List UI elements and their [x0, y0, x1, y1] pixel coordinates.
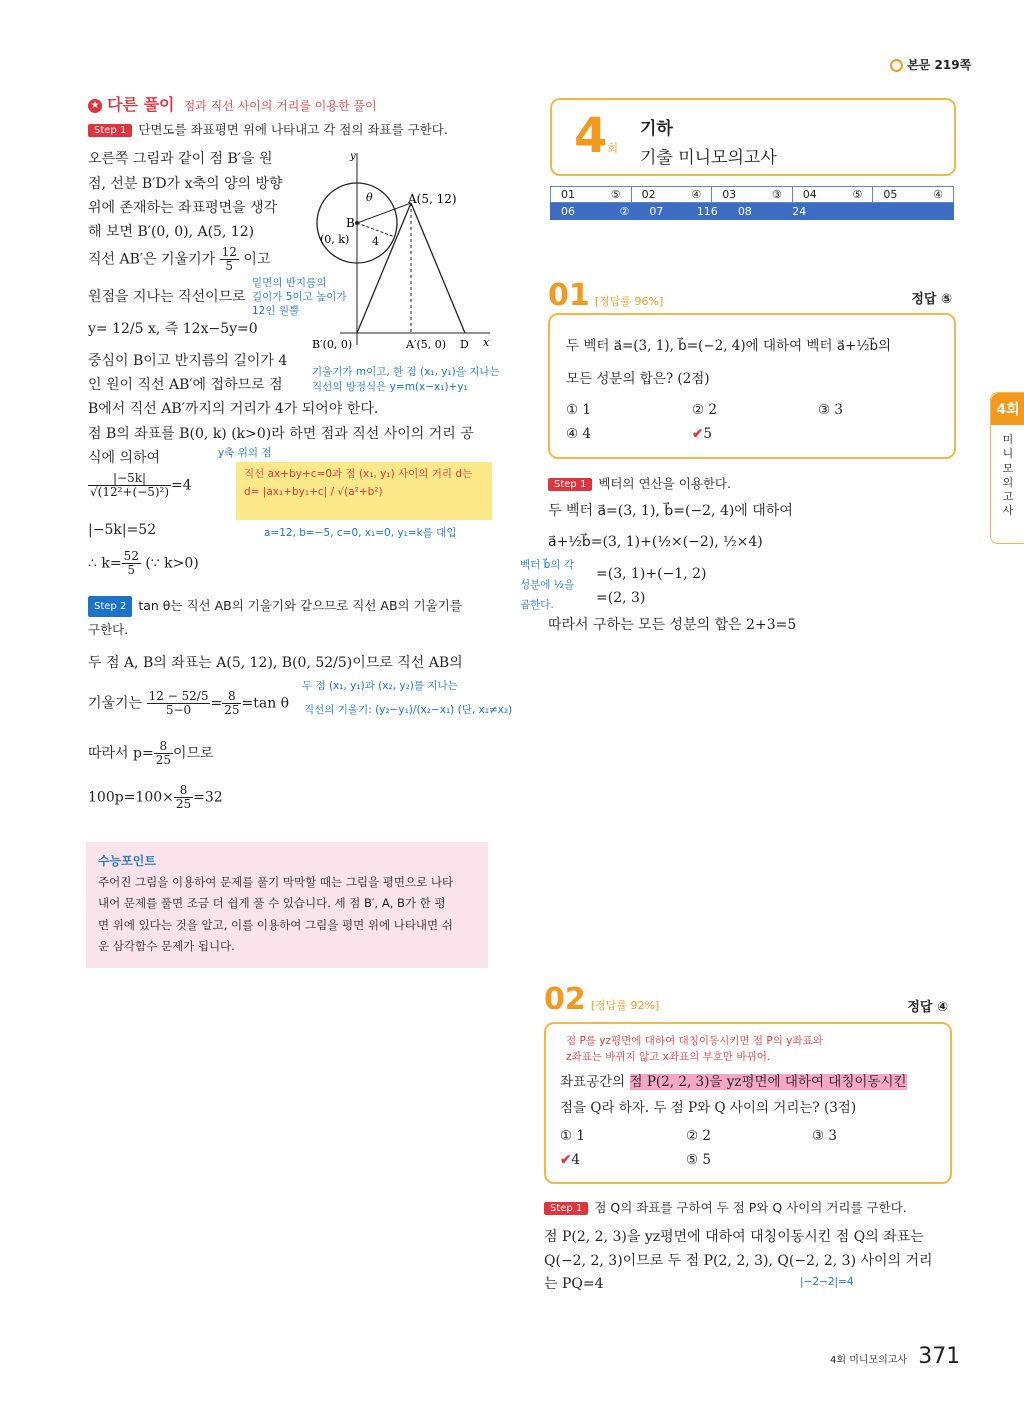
p01-s5: 따라서 구하는 모든 성분의 합은 2+3=5 [548, 617, 797, 633]
svg-text:B′(0, 0): B′(0, 0) [312, 338, 353, 351]
note-y-axis-point: y축 위의 점 [218, 447, 272, 459]
p01-s3: =(3, 1)+(−1, 2) [596, 566, 707, 582]
left-p3: 원점을 지나는 직선이므로 [88, 289, 246, 305]
left-p5-0: 중심이 B이고 반지름의 길이가 4 [88, 353, 288, 369]
orange-dot-icon [890, 59, 903, 72]
fraction: $\frac{12}{5}$ [221, 245, 237, 274]
svg-text:4: 4 [372, 235, 379, 248]
page-number: 371 [918, 1344, 961, 1369]
p01-question: 두 벡터 a⃗=(3, 1), b⃗=(−2, 4)에 대하여 벡터 a⃗+½b⃗의 [566, 338, 892, 354]
answer-row-2: 06 ② 07 116 08 24 [550, 203, 954, 220]
p02-hint: 점 P를 yz평면에 대하여 대칭이동시키면 점 P의 y좌표와 z좌표는 바뀌지 않고 x좌표의 부호만 바뀌어. [566, 1035, 823, 1063]
answer-table [550, 186, 954, 220]
check-mark-icon: ✔ [560, 1152, 572, 1168]
page-reference: 본문 219쪽 [890, 56, 971, 73]
line-ab-prime [357, 203, 411, 333]
p02-note: |−2−2|=4 [800, 1276, 854, 1288]
left-p4: y= 12/5 x, 즉 12x−5y=0 [88, 321, 258, 337]
q4: 100p=100× $\frac{8}{25}$ =32 [88, 783, 223, 812]
p02-choice-5[interactable]: ⑤ 5 [686, 1152, 711, 1168]
p01-s2: a⃗+½b⃗=(3, 1)+(½×(−2), ½×4) [548, 534, 763, 550]
p02-choice-3[interactable]: ③ 3 [812, 1128, 837, 1144]
left-p2: 직선 AB′은 기울기가 $\frac{12}{5}$ 이고 [88, 245, 271, 274]
star-icon: ★ [88, 99, 102, 113]
suneung-point-box: 수능포인트 주어진 그림을 이용하여 문제를 풀기 막막할 때는 그림을 평면으로 나타 내어 문제를 풀면 조금 더 쉽게 풀 수 있습니다. 세 점 B′, A, B가 한 평 면 위에 있다는 것을 알고, 이를 이용하여 그림을 평면 위에 나타내면 쉬 운 삼각함수 문제가 됩니다. [86, 842, 488, 968]
left-p1-2: 위에 존재하는 좌표평면을 생각 [88, 200, 278, 216]
svg-text:B: B [346, 216, 355, 230]
p02-choice-1[interactable]: ① 1 [560, 1128, 585, 1144]
svg-text:(0, k): (0, k) [320, 233, 350, 246]
line-ab [357, 203, 411, 223]
p01-step1: Step 1 벡터의 연산을 이용한다. [548, 474, 731, 492]
q3: 따라서 p= $\frac{8}{25}$ 이므로 [88, 739, 214, 768]
footer: 4회 미니모의고사 371 [830, 1344, 961, 1369]
p01-choice-2[interactable]: ② 2 [692, 402, 717, 418]
note-slope: 직선의 기울기: (y₂−y₁)/(x₂−x₁) (단, x₁≠x₂) [304, 704, 513, 716]
q2: 기울기는 $\frac{12 - 52/5}{5-0}$ = $\frac{8}{25}$ =tan θ [88, 689, 290, 718]
p02-step1: Step 1 점 Q의 좌표를 구하여 두 점 P와 Q 사이의 거리를 구한다. [544, 1198, 907, 1216]
cone-diagram [300, 145, 500, 355]
svg-text:D: D [460, 338, 469, 351]
left-step2: Step 2 tan θ는 직선 AB의 기울기와 같으므로 직선 AB의 기울기를 구한다. [88, 598, 462, 637]
problem-02-header: 02 [정답률 92%] 정답 ④ [544, 982, 948, 1017]
point-b [355, 221, 359, 225]
p01-note: 벡터 b⃗의 각 성분에 ½을 곱한다. [520, 559, 575, 611]
p02-question: 좌표공간의 점 P(2, 2, 3)을 yz평면에 대하여 대칭이동시킨 [560, 1074, 907, 1090]
p02-choice-2[interactable]: ② 2 [686, 1128, 711, 1144]
side-tab: 4회 미 니 모 의 고 사 [990, 392, 1024, 544]
line-ad [411, 203, 465, 333]
p01-choice-3[interactable]: ③ 3 [818, 402, 843, 418]
round-badge: 4회 [574, 108, 619, 164]
eq2: |−5k|=52 [88, 522, 157, 538]
left-p1-0: 오른쪽 그림과 같이 점 B′을 원 [88, 151, 273, 167]
answer-row-1: 01 ⑤ 02 ④ 03 ③ 04 ⑤ 05 ④ [550, 186, 954, 203]
eq3: ∴ k= $\frac{52}{5}$ (∵ k>0) [88, 549, 199, 578]
svg-text:y: y [350, 151, 356, 162]
p02-choice-4[interactable]: ✔4 [560, 1152, 580, 1168]
svg-text:A(5, 12): A(5, 12) [408, 192, 457, 206]
left-step1: Step 1 단면도를 좌표평면 위에 나타내고 각 점의 좌표를 구한다. [88, 120, 448, 138]
left-p5-1: 인 원이 직선 AB′에 접하므로 점 [88, 377, 283, 393]
p01-s1: 두 벡터 a⃗=(3, 1), b⃗=(−2, 4)에 대하여 [548, 503, 793, 519]
p01-choice-4[interactable]: ④ 4 [566, 426, 591, 442]
left-p1-1: 점, 선분 B′D가 x축의 양의 방향 [88, 176, 283, 192]
test-title: 기하 기출 미니모의고사 [640, 119, 777, 168]
p02-question-2: 점을 Q라 하자. 두 점 P와 Q 사이의 거리는? (3점) [560, 1100, 857, 1116]
svg-text:x: x [483, 336, 490, 349]
svg-text:A′(5, 0): A′(5, 0) [406, 338, 447, 351]
p01-choice-5[interactable]: ✔5 [692, 426, 712, 442]
p01-question-2: 모든 성분의 합은? (2점) [566, 371, 710, 387]
left-p1-3: 해 보면 B′(0, 0), A(5, 12) [88, 224, 255, 240]
note-two-points: 두 점 (x₁, y₁)과 (x₂, y₂)를 지나는 [302, 680, 458, 692]
left-p5-3: 점 B의 좌표를 B(0, k) (k>0)라 하면 점과 직선 사이의 거리 공 [88, 426, 474, 442]
note-line-equation: 기울기가 m이고, 한 점 (x₁, y₁)을 지나는 직선의 방정식은 y=m(x−x₁)+y₁ [312, 366, 500, 393]
eq1: $\frac{|-5k|}{\text{√(12²+(−5)²)}}$ =4 [90, 471, 192, 500]
p02-s2: Q(−2, 2, 3)이므로 두 점 P(2, 2, 3), Q(−2, 2, 3) 사이의 거리 [544, 1253, 933, 1269]
check-mark-icon: ✔ [692, 426, 704, 442]
problem-01-header: 01 [정답률 96%] 정답 ⑤ [548, 278, 952, 313]
alt-solution-title: ★ 다른 풀이 점과 직선 사이의 거리를 이용한 풀이 [88, 92, 377, 115]
svg-text:θ: θ [366, 191, 373, 204]
left-p5-4: 식에 의하여 [88, 450, 161, 466]
p01-s4: =(2, 3) [596, 590, 646, 606]
p02-s3: 는 PQ=4 [544, 1276, 604, 1292]
p02-s1: 점 P(2, 2, 3)을 yz평면에 대하여 대칭이동시킨 점 Q의 좌표는 [544, 1229, 924, 1245]
distance-formula-box: 직선 ax+by+c=0과 점 (x₁, y₁) 사이의 거리 d는 d= |ax₁+by₁+c| / √(a²+b²) [236, 462, 492, 520]
note-cone: 밑면의 반지름의 길이가 5이고 높이가 12인 원뿔 [252, 277, 347, 318]
p01-choice-1[interactable]: ① 1 [566, 402, 591, 418]
note-substitute: a=12, b=−5, c=0, x₁=0, y₁=k를 대입 [264, 527, 457, 539]
left-p5-2: B에서 직선 AB′까지의 거리가 4가 되어야 한다. [88, 401, 379, 417]
q1: 두 점 A, B의 좌표는 A(5, 12), B(0, 52/5)이므로 직선 AB의 [88, 655, 463, 671]
